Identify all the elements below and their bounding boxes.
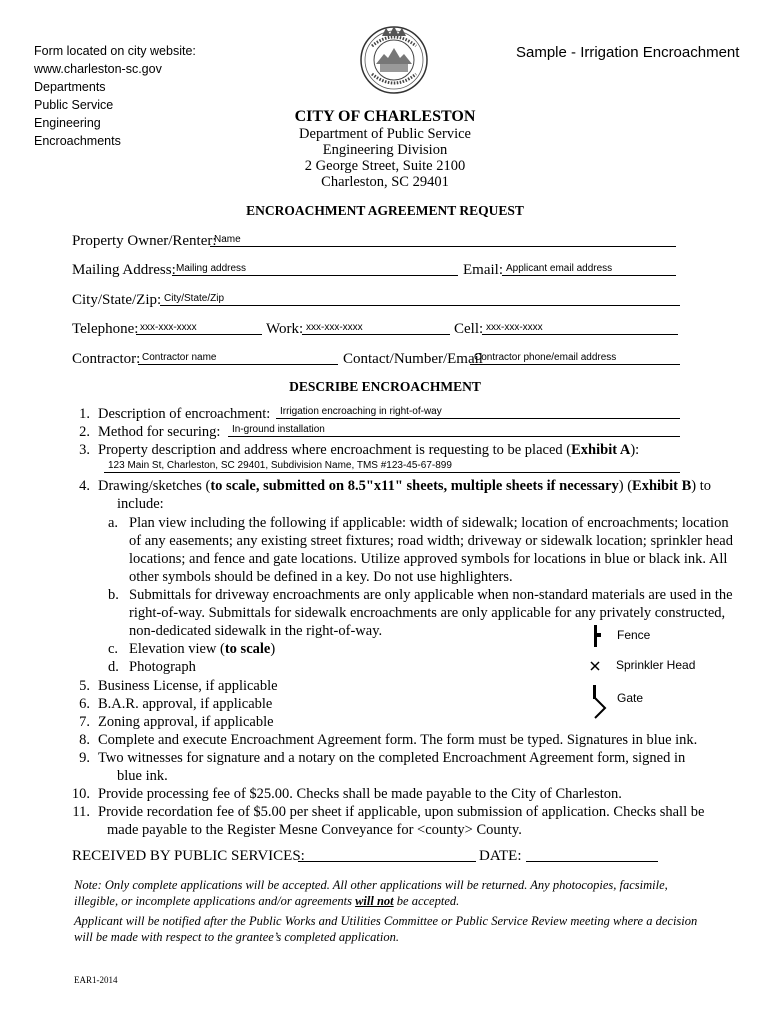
sub-text-line: other symbols should be defined in a key. Do not use highlighters. bbox=[129, 569, 513, 585]
cell-label: Cell: bbox=[454, 321, 484, 337]
item-number: 5. bbox=[79, 678, 90, 694]
cell-value: xxx-xxx-xxxx bbox=[486, 322, 543, 333]
sub-text-line: of any easements; any existing street fixtures; road width; driveway or sidewalk location; sprinkler head bbox=[129, 533, 733, 549]
item-text: Business License, if applicable bbox=[98, 678, 278, 694]
owner-field[interactable] bbox=[210, 231, 676, 247]
description-value: Irrigation encroaching in right-of-way bbox=[280, 406, 442, 417]
website-line: Encroachments bbox=[34, 134, 121, 148]
note-text: illegible, or incomplete applications and/or agreements bbox=[74, 894, 356, 908]
item-text: Zoning approval, if applicable bbox=[98, 714, 274, 730]
mailing-label: Mailing Address: bbox=[72, 262, 176, 278]
sub-text-line: Submittals for driveway encroachments are only applicable when non-standard materials are used in the bbox=[129, 587, 733, 603]
item-number: 1. bbox=[79, 406, 90, 422]
csz-value: City/State/Zip bbox=[164, 293, 225, 304]
note-complete-applications bbox=[74, 877, 724, 909]
item-text: B.A.R. approval, if applicable bbox=[98, 696, 273, 712]
contact-label: Contact/Number/Email bbox=[343, 351, 483, 367]
item-number: 7. bbox=[79, 714, 90, 730]
item-text-b: ) ( bbox=[618, 478, 633, 494]
item-continuation: include: bbox=[117, 496, 164, 512]
work-phone-field[interactable] bbox=[302, 319, 450, 335]
website-line: www.charleston-sc.gov bbox=[34, 62, 162, 76]
item-text: Complete and execute Encroachment Agreement form. The form must be typed. Signatures in blue ink. bbox=[98, 732, 698, 748]
fence-symbol-icon bbox=[588, 624, 604, 648]
work-value: xxx-xxx-xxxx bbox=[306, 322, 363, 333]
email-field[interactable] bbox=[502, 260, 676, 276]
owner-value: Name bbox=[214, 234, 241, 245]
telephone-value: xxx-xxx-xxxx bbox=[140, 322, 197, 333]
securing-value: In-ground installation bbox=[232, 424, 325, 435]
form-title: ENCROACHMENT AGREEMENT REQUEST bbox=[246, 203, 524, 218]
website-line: Form located on city website: bbox=[34, 44, 196, 58]
describe-title: DESCRIBE ENCROACHMENT bbox=[289, 379, 481, 394]
sub-bold: to scale bbox=[224, 641, 271, 657]
city-name: CITY OF CHARLESTON bbox=[294, 108, 476, 125]
website-line: Departments bbox=[34, 80, 106, 94]
sub-letter: a. bbox=[108, 515, 119, 531]
item-text bbox=[98, 477, 711, 495]
legend-fence-label: Fence bbox=[617, 628, 651, 642]
date-field[interactable] bbox=[526, 846, 658, 862]
note-line: Note: Only complete applications will be accepted. All other applications will be returned. Any photocopies, facsimile, bbox=[74, 878, 668, 892]
securing-method-field[interactable] bbox=[228, 421, 680, 437]
received-by-field[interactable] bbox=[298, 846, 476, 862]
item-number: 6. bbox=[79, 696, 90, 712]
division-name: Engineering Division bbox=[322, 142, 448, 158]
date-label: DATE: bbox=[479, 848, 522, 864]
legend-sprinkler-label: Sprinkler Head bbox=[616, 658, 696, 672]
item-text: Provide recordation fee of $5.00 per sheet if applicable, upon submission of application. Checks shall be bbox=[98, 804, 705, 820]
item-bold: to scale, submitted on 8.5"x11" sheets, multiple sheets if necessary bbox=[210, 478, 619, 494]
city-state-zip-field[interactable] bbox=[160, 290, 680, 306]
website-line: Engineering bbox=[34, 116, 101, 130]
item-number: 3. bbox=[79, 442, 90, 458]
mailing-address-field[interactable] bbox=[172, 260, 458, 276]
note-emphasis: will not bbox=[355, 894, 394, 908]
street-address: 2 George Street, Suite 2100 bbox=[304, 158, 466, 174]
item-text-a: Drawing/sketches ( bbox=[98, 478, 211, 494]
note-notification bbox=[74, 913, 724, 945]
sub-text-line bbox=[129, 640, 275, 658]
sub-text-line: Photograph bbox=[129, 659, 196, 675]
sub-text-a: Elevation view ( bbox=[129, 641, 225, 657]
item-bold: Exhibit A bbox=[571, 442, 631, 458]
property-description-value: 123 Main St, Charleston, SC 29401, Subdivision Name, TMS #123-45-67-899 bbox=[108, 460, 452, 471]
contractor-value: Contractor name bbox=[142, 352, 217, 363]
email-value: Applicant email address bbox=[506, 263, 613, 274]
item-number: 9. bbox=[79, 750, 90, 766]
contact-value: Contractor phone/email address bbox=[474, 352, 617, 363]
sub-letter: d. bbox=[108, 659, 119, 675]
mailing-value: Mailing address bbox=[176, 263, 247, 274]
owner-label: Property Owner/Renter: bbox=[72, 233, 217, 249]
telephone-field[interactable] bbox=[136, 319, 262, 335]
item-text-a: Property description and address where encroachment is requesting to be placed ( bbox=[98, 442, 572, 458]
sample-label: Sample - Irrigation Encroachment bbox=[516, 44, 740, 61]
item-text: made payable to the Register Mesne Conveyance for <county> County. bbox=[107, 822, 522, 838]
sub-text-line: Plan view including the following if applicable: width of sidewalk; location of encroachments; location bbox=[129, 515, 729, 531]
legend-gate-label: Gate bbox=[617, 691, 644, 705]
item-bold: Exhibit B bbox=[632, 478, 692, 494]
note-line: will be made with respect to the grantee’s completed application. bbox=[74, 930, 399, 944]
item-number: 11. bbox=[72, 804, 90, 820]
website-line: Public Service bbox=[34, 98, 114, 112]
item-number: 2. bbox=[79, 424, 90, 440]
email-label: Email: bbox=[463, 262, 503, 278]
item-text: Two witnesses for signature and a notary on the completed Encroachment Agreement form, signed in bbox=[98, 750, 686, 766]
contractor-field[interactable] bbox=[138, 349, 338, 365]
item-text-c: ) to bbox=[691, 478, 711, 494]
sub-text-b: ) bbox=[270, 641, 276, 657]
sub-text-line: right-of-way. Submittals for sidewalk encroachments are only applicable for any privately constructed, bbox=[129, 605, 726, 621]
sprinkler-symbol-icon bbox=[589, 659, 601, 671]
gate-symbol-icon bbox=[588, 684, 608, 722]
note-text: be accepted. bbox=[393, 894, 460, 908]
item-number: 10. bbox=[71, 786, 90, 802]
telephone-label: Telephone: bbox=[72, 321, 139, 337]
item-label: Description of encroachment: bbox=[98, 406, 271, 422]
department-name: Department of Public Service bbox=[299, 126, 471, 142]
sub-letter: c. bbox=[108, 641, 119, 657]
work-label: Work: bbox=[266, 321, 304, 337]
property-description-field[interactable] bbox=[104, 457, 680, 473]
item-label: Method for securing: bbox=[98, 424, 221, 440]
item-number: 4. bbox=[79, 478, 90, 494]
csz-label: City/State/Zip: bbox=[72, 292, 162, 308]
item-number: 8. bbox=[79, 732, 90, 748]
form-code: EAR1-2014 bbox=[74, 975, 118, 985]
item-text-b: ): bbox=[630, 442, 640, 458]
sub-text-line: locations; and fence and gate locations. Utilize approved symbols for locations in blue or black ink. All bbox=[129, 551, 728, 567]
contact-field[interactable] bbox=[470, 349, 680, 365]
note-line bbox=[74, 893, 724, 909]
contractor-label: Contractor: bbox=[72, 351, 141, 367]
description-field[interactable] bbox=[276, 403, 680, 419]
sub-text-line: non-dedicated sidewalk in the right-of-way. bbox=[129, 623, 383, 639]
note-line: Applicant will be notified after the Public Works and Utilities Committee or Public Service Review meeting where a decision bbox=[74, 914, 698, 928]
sub-letter: b. bbox=[108, 587, 119, 603]
item-text: Provide processing fee of $25.00. Checks shall be made payable to the City of Charleston. bbox=[98, 786, 622, 802]
item-text: blue ink. bbox=[117, 768, 168, 784]
cell-phone-field[interactable] bbox=[482, 319, 678, 335]
city-state-zip: Charleston, SC 29401 bbox=[321, 174, 449, 190]
city-seal-icon bbox=[358, 24, 430, 96]
received-label: RECEIVED BY PUBLIC SERVICES: bbox=[72, 848, 305, 864]
